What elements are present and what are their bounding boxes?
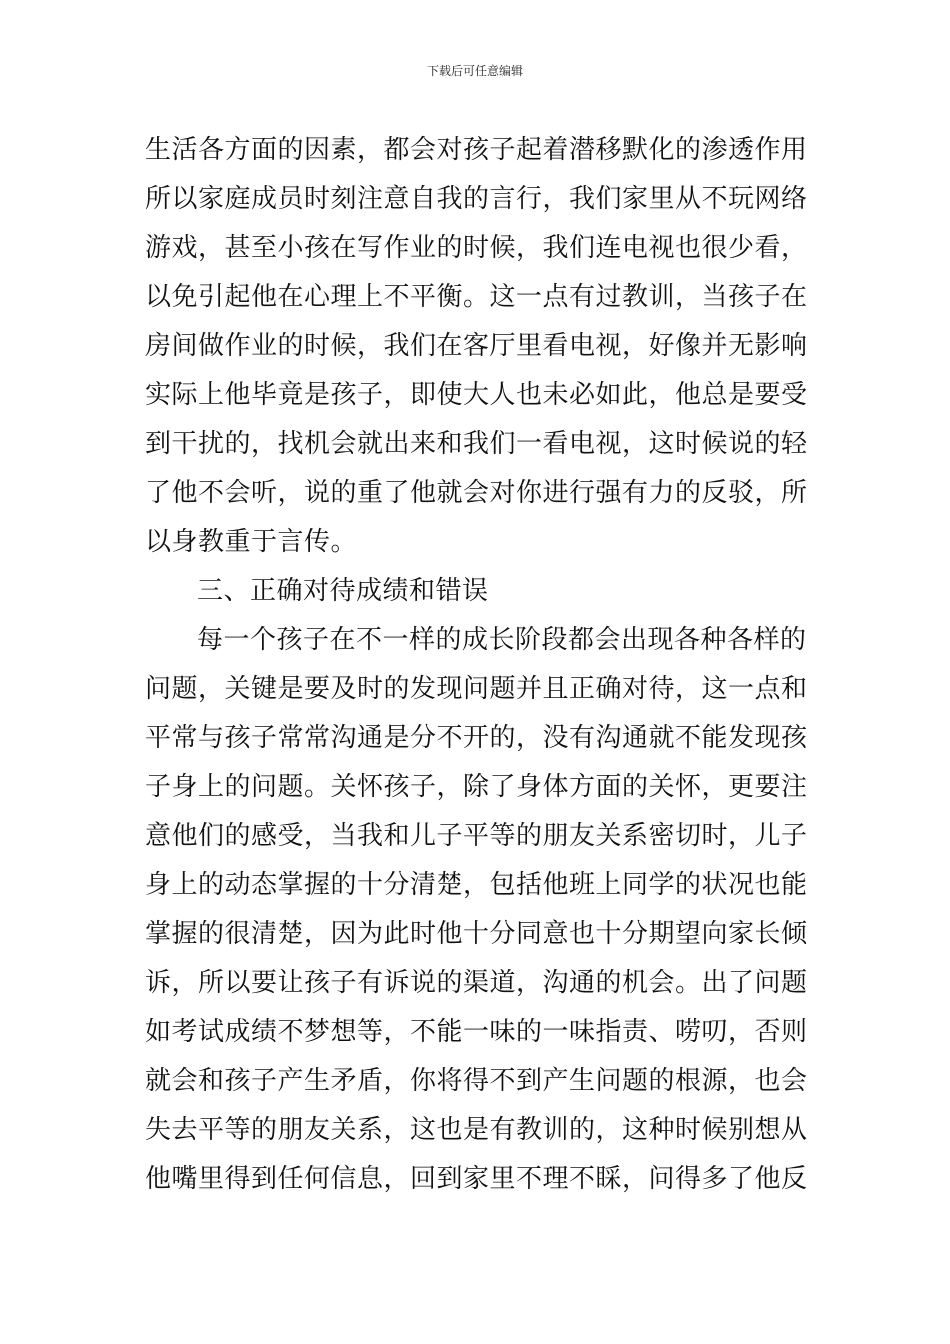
text-line: 以免引起他在心理上不平衡。这一点有过教训，当孩子在 — [145, 282, 808, 312]
text-line: 生活各方面的因素，都会对孩子起着潜移默化的渗透作用 — [145, 135, 808, 165]
text-line: 平常与孩子常常沟通是分不开的，没有沟通就不能发现孩 — [145, 723, 808, 753]
text-line: 如考试成绩不梦想等，不能一味的一味指责、唠叨，否则 — [145, 1017, 808, 1047]
text-line: 实际上他毕竟是孩子，即使大人也未必如此，他总是要受 — [145, 380, 808, 410]
paragraph-first-line: 每一个孩子在不一样的成长阶段都会出现各种各样的 — [197, 625, 807, 655]
body-text — [145, 126, 810, 1204]
text-line: 掌握的很清楚，因为此时他十分同意也十分期望向家长倾 — [145, 919, 808, 949]
text-line: 房间做作业的时候，我们在客厅里看电视，好像并无影响 — [145, 331, 808, 361]
text-line: 就会和孩子产生矛盾，你将得不到产生问题的根源，也会 — [145, 1066, 808, 1096]
text-line: 了他不会听，说的重了他就会对你进行强有力的反驳，所 — [145, 478, 808, 508]
text-line: 游戏，甚至小孩在写作业的时候，我们连电视也很少看， — [145, 233, 808, 263]
text-line: 到干扰的，找机会就出来和我们一看电视，这时候说的轻 — [145, 429, 808, 459]
section-heading: 三、正确对待成绩和错误 — [197, 576, 489, 606]
text-line: 诉，所以要让孩子有诉说的渠道，沟通的机会。出了问题 — [145, 968, 808, 998]
text-line: 他嘴里得到任何信息，回到家里不理不睬，问得多了他反 — [145, 1164, 808, 1194]
text-line: 所以家庭成员时刻注意自我的言行，我们家里从不玩网络 — [145, 184, 808, 214]
text-line: 失去平等的朋友关系，这也是有教训的，这种时候别想从 — [145, 1115, 808, 1145]
text-line: 以身教重于言传。 — [145, 527, 358, 557]
text-line: 子身上的问题。关怀孩子，除了身体方面的关怀，更要注 — [145, 772, 808, 802]
text-line: 意他们的感受，当我和儿子平等的朋友关系密切时，儿子 — [145, 821, 808, 851]
text-line: 问题，关键是要及时的发现问题并且正确对待，这一点和 — [145, 674, 808, 704]
page-header: 下载后可任意编辑 — [426, 64, 523, 78]
text-line: 身上的动态掌握的十分清楚，包括他班上同学的状况也能 — [145, 870, 808, 900]
